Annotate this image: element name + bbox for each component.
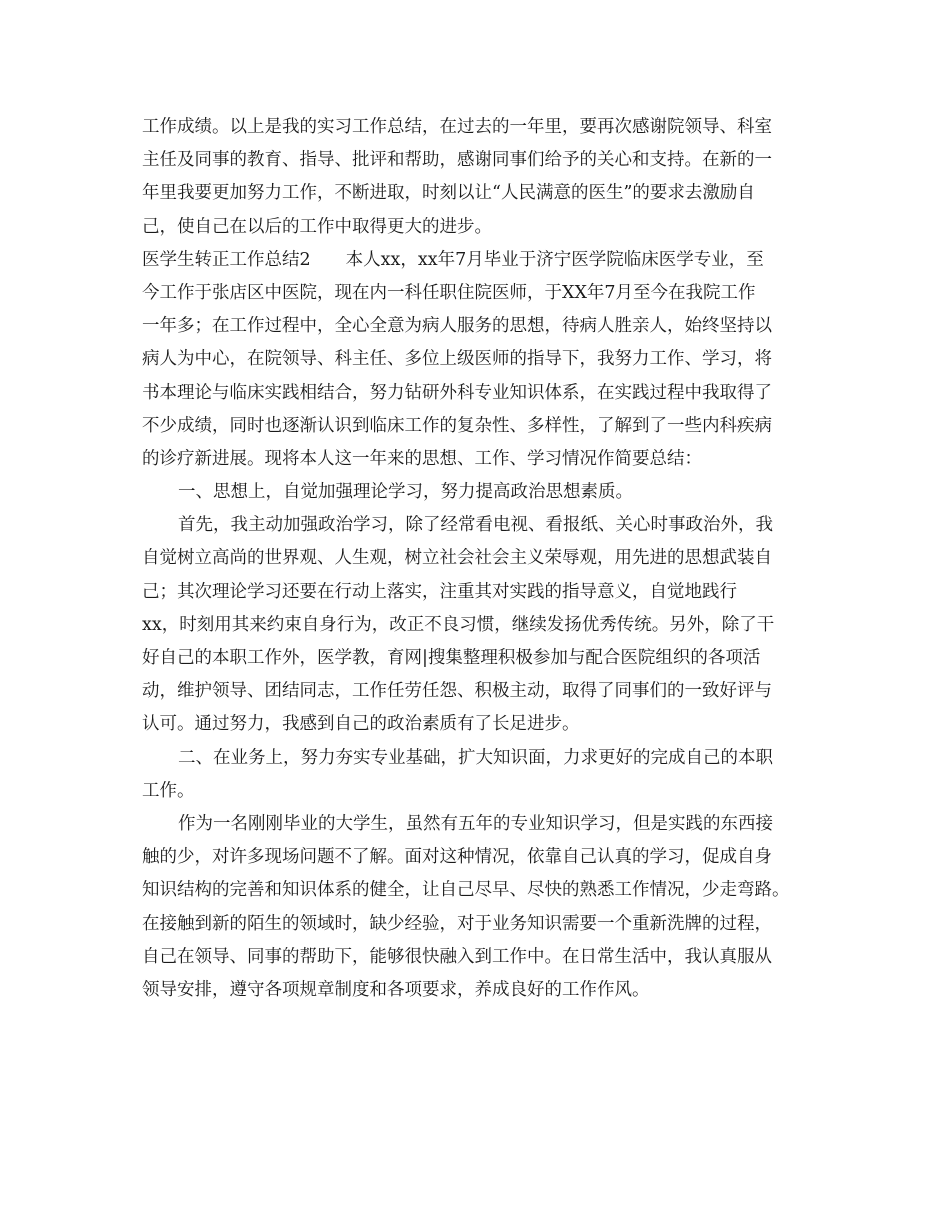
text-line: 工作。: [142, 780, 195, 801]
text-line: 知识结构的完善和知识体系的健全，让自己尽早、尽快的熟悉工作情况，少走弯路。: [142, 880, 790, 901]
text-line: 主任及同事的教育、指导、批评和帮助，感谢同事们给予的关心和支持。在新的一: [142, 150, 772, 171]
text-line: 工作成绩。以上是我的实习工作总结，在过去的一年里，要再次感谢院领导、科室: [142, 117, 772, 137]
text-line: 不少成绩，同时也逐渐认识到临床工作的复杂性、多样性，了解到了一些内科疾病: [142, 415, 772, 436]
text-line: 己，使自己在以后的工作中取得更大的进步。: [142, 216, 492, 237]
text-line: 一年多；在工作过程中，全心全意为病人服务的思想，待病人胜亲人，始终坚持以: [142, 316, 772, 337]
text-line: xx，时刻用其来约束自身行为，改正不良习惯，继续发扬优秀传统。另外，除了干: [142, 614, 775, 635]
text-line: 动，维护领导、团结同志，工作任劳任怨、积极主动，取得了同事们的一致好评与: [142, 681, 772, 702]
text-line: 领导安排，遵守各项规章制度和各项要求，养成良好的工作作风。: [142, 979, 650, 1000]
text-line: 自己在领导、同事的帮助下，能够很快融入到工作中。在日常生活中，我认真服从: [142, 946, 772, 967]
text-line: 今工作于张店区中医院，现在内一科任职住院医师，于XX年7月至今在我院工作: [142, 282, 756, 303]
text-line: 病人为中心，在院领导、科主任、多位上级医师的指导下，我努力工作、学习，将: [142, 349, 772, 370]
text-line: 认可。通过努力，我感到自己的政治素质有了长足进步。: [142, 714, 580, 735]
text-line: 好自己的本职工作外，医学教，育网|搜集整理积极参加与配合医院组织的各项活: [142, 648, 761, 668]
text-line: 作为一名刚刚毕业的大学生，虽然有五年的专业知识学习，但是实践的东西接: [178, 813, 773, 834]
heading-line: 二、在业务上，努力夯实专业基础，扩大知识面，力求更好的完成自己的本职: [178, 747, 773, 768]
body-text: [142, 111, 832, 1007]
text-line: 的诊疗新进展。现将本人这一年来的思想、工作、学习情况作简要总结：: [142, 448, 702, 469]
text-line: 己；其次理论学习还要在行动上落实，注重其对实践的指导意义，自觉地践行: [142, 581, 737, 602]
text-line: 触的少，对许多现场问题不了解。面对这种情况，依靠自己认真的学习，促成自身: [142, 847, 772, 868]
text-line: 自觉树立高尚的世界观、人生观，树立社会社会主义荣辱观，用先进的思想武装自: [142, 548, 772, 569]
text-line: 在接触到新的陌生的领域时，缺少经验，对于业务知识需要一个重新洗牌的过程，: [142, 913, 772, 934]
text-line: 首先，我主动加强政治学习，除了经常看电视、看报纸、关心时事政治外，我: [178, 515, 773, 536]
text-line: 书本理论与临床实践相结合，努力钻研外科专业知识体系，在实践过程中我取得了: [142, 382, 772, 403]
section-title-line: 医学生转正工作总结2 本人xx，xx年7月毕业于济宁医学院临床医学专业，至: [142, 249, 764, 270]
text-line: 年里我要更加努力工作，不断进取，时刻以让“人民满意的医生”的要求去激励自: [142, 183, 755, 204]
heading-line: 一、思想上，自觉加强理论学习，努力提高政治思想素质。: [178, 482, 633, 503]
